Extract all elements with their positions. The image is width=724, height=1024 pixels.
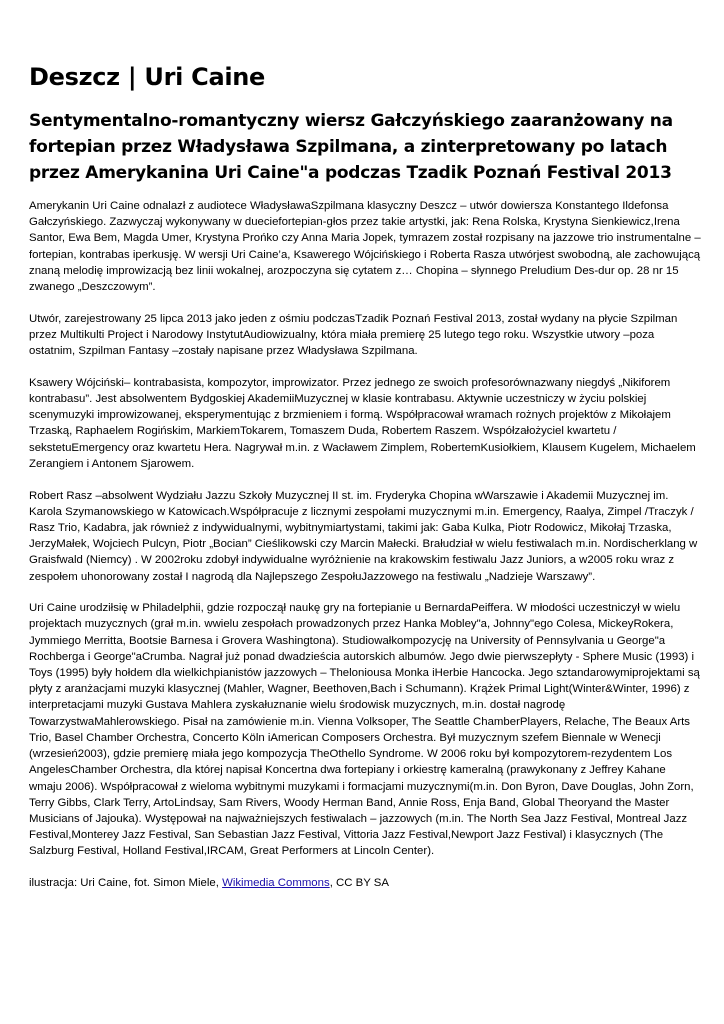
paragraph-wojcinski-bio: Ksawery Wójciński– kontrabasista, kompozytor, improwizator. Przez jednego ze swoich profesorównazwany niegdyś „Nikiforem kontrabasu”. Jest absolwentem Bydgoskiej AkademiiMuzycznej w klasie kontrabasu. Aktywnie uczestniczy w życiu polskiej scenymuzyki improwizowanej, eksperymentując z brzmieniem i formą. Współpracował wramach rożnych projektów z Mikołajem Trzaską, Raphaelem Rogińskim, MarkiemTokarem, Tomaszem Duda, Robertem Raszem. Współzałożyciel kwartetu / sekstetuEmergency oraz kwartetu Hera. Nagrywał m.in. z Wacławem Zimplem, RobertemKusiołkiem, Klausem Kugelem, Michaelem Zerangiem i Antonem Sjarowem. <box>29 376 696 470</box>
paragraph-intro: Amerykanin Uri Caine odnalazł z audiotece WładysławaSzpilmana klasyczny Deszcz – utwór dowiersza Konstantego Ildefonsa Gałczyńskiego. Zazwyczaj wykonywany w dueciefortepian-głos przez takie artystki, jak: Rena Rolska, Krystyna Sienkiewicz,Irena Santor, Ewa Bem, Magda Umer, Krystyna Prońko czy Anna Maria Jopek, tymrazem został rozpisany na jazzowe trio instrumentalne – fortepian, kontrabas iperkusję. W wersji Uri Caine’a, Ksawerego Wójcińskiego i Roberta Rasza utwórjest swobodną, ale zachowującą znaną melodię improwizacją bez linii wokalnej, arozpoczyna się cytatem z… Chopina – słynnego Preludium Des-dur op. 28 nr 15 zwanego „Deszczowym”. <box>29 200 701 294</box>
page-title: Deszcz | Uri Caine <box>29 63 266 91</box>
credit-suffix: , CC BY SA <box>329 877 389 890</box>
image-credit <box>29 875 701 891</box>
document-page <box>29 58 701 907</box>
wikimedia-commons-link[interactable]: Wikimedia Commons <box>222 877 330 890</box>
paragraph-recording: Utwór, zarejestrowany 25 lipca 2013 jako jeden z ośmiu podczasTzadik Poznań Festival 2013, został wydany na płycie Szpilman przez Multikulti Project i Narodowy InstytutAudiowizualny, która miała premierę 25 lutego tego roku. Wszystkie utwory –poza ostatnim, Szpilman Fantasy –zostały napisane przez Władysława Szpilmana. <box>29 312 678 358</box>
credit-prefix: ilustracja: Uri Caine, fot. Simon Miele, <box>29 877 223 890</box>
paragraph-caine-bio: Uri Caine urodziłsię w Philadelphii, gdzie rozpoczął naukę gry na fortepianie u BernardaPeiffera. W młodości uczestniczył w wielu projektach muzycznych (grał m.in. wwielu zespołach prowadzonych przez Hanka Mobley"a, Johnny"ego Colesa, MickeyRokera, Jymmiego Merritta, Bootsie Barnesa i Grovera Washingtona). Studiowałkompozycję na University of Pennsylvania u George"a Rochberga i George"aCrumba. Nagrał już ponad dwadzieścia autorskich albumów. Jego dwie pierwszepłyty - Sphere Music (1993) i Toys (1995) były hołdem dla wielkichpianistów jazzowych – Theloniousa Monka iHerbie Hancocka. Jego sztandarowymiprojektami są płyty z aranżacjami muzyki klasycznej (Mahler, Wagner, Beethoven,Bach i Schumann). Krążek Primal Light(Winter&Winter, 1996) z interpretacjami muzyki Gustava Mahlera zyskałuznanie wielu środowisk muzycznych, m.in. dostał nagrodę TowarzystwaMahlerowskiego. Pisał na zamówienie m.in. Vienna Volksoper, The Seattle ChamberPlayers, Relache, The Beaux Arts Trio, Basel Chamber Orchestra, Concerto Köln iAmerican Composers Orchestra. Był muzycznym szefem Biennale w Wenecji (wrzesień2003), gdzie premierę miała jego kompozycja TheOthello Syndrome. W 2006 roku był kompozytorem-rezydentem Los AngelesChamber Orchestra, dla której napisał Koncertna dwa fortepiany i orkiestrę kameralną (prawykonany z Jeffrey Kahane wmaju 2006). Współpracował z wieloma wybitnymi muzykami i formacjami muzycznymi(m.in. Don Byron, Dave Douglas, John Zorn, Terry Gibbs, Clark Terry, ArtoLindsay, Sam Rivers, Woody Herman Band, Annie Ross, Enja Band, Global Theoryand the Master Musicians of Jajouka). Występował na najważniejszych festiwalach – jazzowych (m.in. The North Sea Jazz Festival, Montreal Jazz Festival,Monterey Jazz Festival, San Sebastian Jazz Festival, Vittoria Jazz Festival,Newport Jazz Festival) i klasycznych (The Salzburg Festival, Holland Festival,IRCAM, Great Performers at Lincoln Center). <box>29 602 700 858</box>
article-body <box>29 198 701 891</box>
paragraph-rasz-bio: Robert Rasz –absolwent Wydziału Jazzu Szkoły Muzycznej II st. im. Fryderyka Chopina wWarszawie i Akademii Muzycznej im. Karola Szymanowskiego w Katowicach.Współpracuje z licznymi zespołami muzycznymi m.in. Emergency, Raalya, Zimpel /Traczyk / Rasz Trio, Kadabra, jak również z indywidualnymi, wybitnymiartystami, takimi jak: Gaba Kulka, Piotr Rodowicz, Mikołaj Trzaska, JerzyMałek, Wojciech Pulcyn, Piotr „Bocian” Cieślikowski czy Marcin Małecki. Brałudział w wielu festiwalach m.in. Nordischerklang w Graisfwald (Niemcy) . W 2002roku zdobył indywidualne wyróżnienie na krakowskim festiwalu Jazz Juniors, a w2005 roku wraz z zespołem uhonorowany został I nagrodą dla Najlepszego ZespołuJazzowego na festiwalu „Nadzieje Warszawy”. <box>29 489 698 583</box>
page-subtitle: Sentymentalno-romantyczny wiersz Gałczyńskiego zaaranżowany na fortepian przez Władysława Szpilmana, a zinterpretowany po latach przez Amerykanina Uri Caine"a podczas Tzadik Poznań Festival 2013 <box>29 111 673 183</box>
